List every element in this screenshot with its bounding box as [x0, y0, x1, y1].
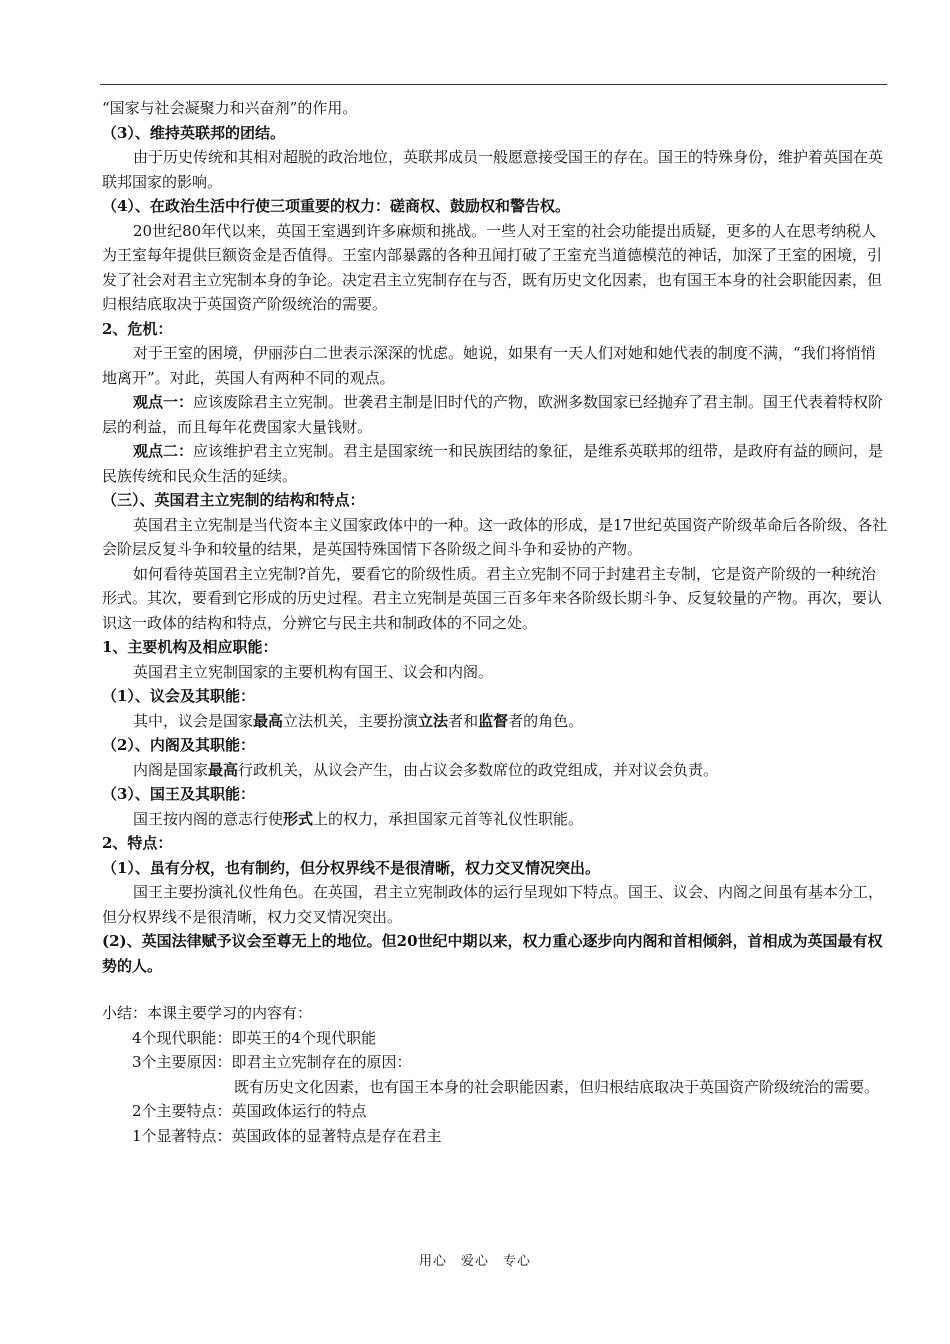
- header-rule: [100, 84, 887, 85]
- paragraph: 20世纪80年代以来，英国王室遇到许多麻烦和挑战。一些人对王室的社会功能提出质疑，更多的人在思考纳税人为王室每年提供巨额资金是否值得。王室内部暴露的各种丑闻打破了王室充当道德模范的神话，加深了王室的困境，引发了社会对君主立宪制本身的争论。决定君主立宪制存在与否，既有历史文化因素，也有国王本身的社会职能因素，但归根结底取决于英国资产阶级统治的需要。: [102, 221, 883, 313]
- text-run: 者和: [448, 711, 479, 730]
- emphasis-text: 最高: [253, 711, 284, 730]
- paragraph: 国王主要扮演礼仪性角色。在英国，君主立宪制政体的运行呈现如下特点。国王、议会、内阁之间虽有基本分工，但分权界线不是很清晰，权力交叉情况突出。: [102, 883, 884, 926]
- paragraph: [102, 709, 889, 734]
- spacer: [102, 978, 889, 1001]
- emphasis-text: 最高: [208, 760, 239, 779]
- section-heading: （2）、内阁及其职能：: [102, 736, 255, 754]
- viewpoint-label: 观点二：: [133, 442, 194, 460]
- text-run: 者的角色。: [508, 711, 584, 730]
- viewpoint-text: 应该维护君主立宪制。君主是国家统一和民族团结的象征，是维系英联邦的纽带，是政府有益的顾问，是民族传统和民众生活的延续。: [102, 442, 884, 485]
- text-run: 内阁是国家: [133, 760, 209, 779]
- document-body: [102, 96, 889, 1148]
- section-heading: （3）、维持英联邦的团结。: [102, 123, 285, 142]
- section-heading: （1）、虽有分权，也有制约，但分权界线不是很清晰，权力交叉情况突出。: [102, 858, 600, 877]
- section-heading: (2)、英国法律赋予议会至尊无上的地位。但20世纪中期以来，权力重心逐步向内阁和首相倾斜，首相成为英国最有权势的人。: [102, 932, 883, 975]
- section-heading: （4）、在政治生活中行使三项重要的权力：磋商权、鼓励权和警告权。: [102, 197, 570, 215]
- paragraph: [102, 758, 889, 783]
- summary-list: [102, 1026, 889, 1149]
- emphasis-text: 立法: [418, 711, 449, 730]
- viewpoint-paragraph: [102, 390, 889, 439]
- paragraph: 英国君主立宪制国家的主要机构有国王、议会和内阁。: [133, 662, 494, 681]
- summary-item: 2个主要特点：英国政体运行的特点: [132, 1102, 367, 1120]
- section-heading: （三）、英国君主立宪制的结构和特点：: [102, 491, 365, 509]
- viewpoint-label: 观点一：: [133, 393, 194, 411]
- viewpoint-text: 应该废除君主立宪制。世袭君主制是旧时代的产物，欧洲多数国家已经抛弃了君主制。国王代表着特权阶层的利益，而且每年花费国家大量钱财。: [102, 393, 884, 436]
- text-run: 上的权力，承担国家元首等礼仪性职能。: [313, 809, 584, 828]
- paragraph: 英国君主立宪制是当代资本主义国家政体中的一种。这一政体的形成，是17世纪英国资产阶级革命后各阶级、各社会阶层反复斗争和较量的结果，是英国特殊国情下各阶级之间斗争和妥协的产物。: [102, 515, 888, 558]
- summary-item: 4个现代职能：即英王的4个现代职能: [132, 1028, 377, 1047]
- viewpoint-paragraph: [102, 439, 889, 488]
- summary-item: 1个显著特点：英国政体的显著特点是存在君主: [132, 1126, 442, 1145]
- page-footer: 用心 爱心 专心: [418, 1254, 531, 1269]
- text-run: 其中，议会是国家: [133, 711, 254, 730]
- paragraph: 如何看待英国君主立宪制?首先，要看它的阶级性质。君主立宪制不同于封建君主专制，它是资产阶级的一种统治形式。其次，要看到它形成的历史过程。君主立宪制是英国三百多年来各阶级长期斗争、反复较量的产物。再次，要认识这一政体的结构和特点，分辨它与民主共和制政体的不同之处。: [102, 564, 883, 632]
- section-heading: 2、危机：: [102, 319, 173, 338]
- text-run: 国王按内阁的意志行使: [133, 809, 284, 828]
- summary-item: 3个主要原因：即君主立宪制存在的原因：: [132, 1053, 412, 1071]
- paragraph: [102, 807, 889, 832]
- section-heading: （1）、议会及其职能：: [102, 687, 255, 705]
- paragraph: 由于历史传统和其相对超脱的政治地位，英联邦成员一般愿意接受国王的存在。国王的特殊身份，维护着英国在英联邦国家的影响。: [102, 148, 884, 191]
- emphasis-text: 监督: [478, 711, 509, 730]
- summary-title: 小结：本课主要学习的内容有：: [102, 1004, 313, 1022]
- section-heading: 1、主要机构及相应职能：: [102, 638, 278, 656]
- paragraph: 对于王室的困境，伊丽莎白二世表示深深的忧虑。她说，如果有一天人们对她和她代表的制度不满，“我们将悄悄地离开”。对此，英国人有两种不同的观点。: [102, 344, 876, 387]
- section-heading: 2、特点：: [102, 834, 173, 852]
- text-run: 行政机关，从议会产生，由占议会多数席位的政党组成，并对议会负责。: [238, 760, 719, 779]
- paragraph-list: [102, 96, 889, 978]
- section-heading: （3）、国王及其职能：: [102, 785, 255, 803]
- summary-item: 既有历史文化因素，也有国王本身的社会职能因素，但归根结底取决于英国资产阶级统治的需要。: [234, 1077, 880, 1096]
- text-run: 立法机关，主要扮演: [283, 711, 419, 730]
- emphasis-text: 形式: [283, 809, 314, 828]
- paragraph: “国家与社会凝聚力和兴奋剂”的作用。: [102, 99, 358, 117]
